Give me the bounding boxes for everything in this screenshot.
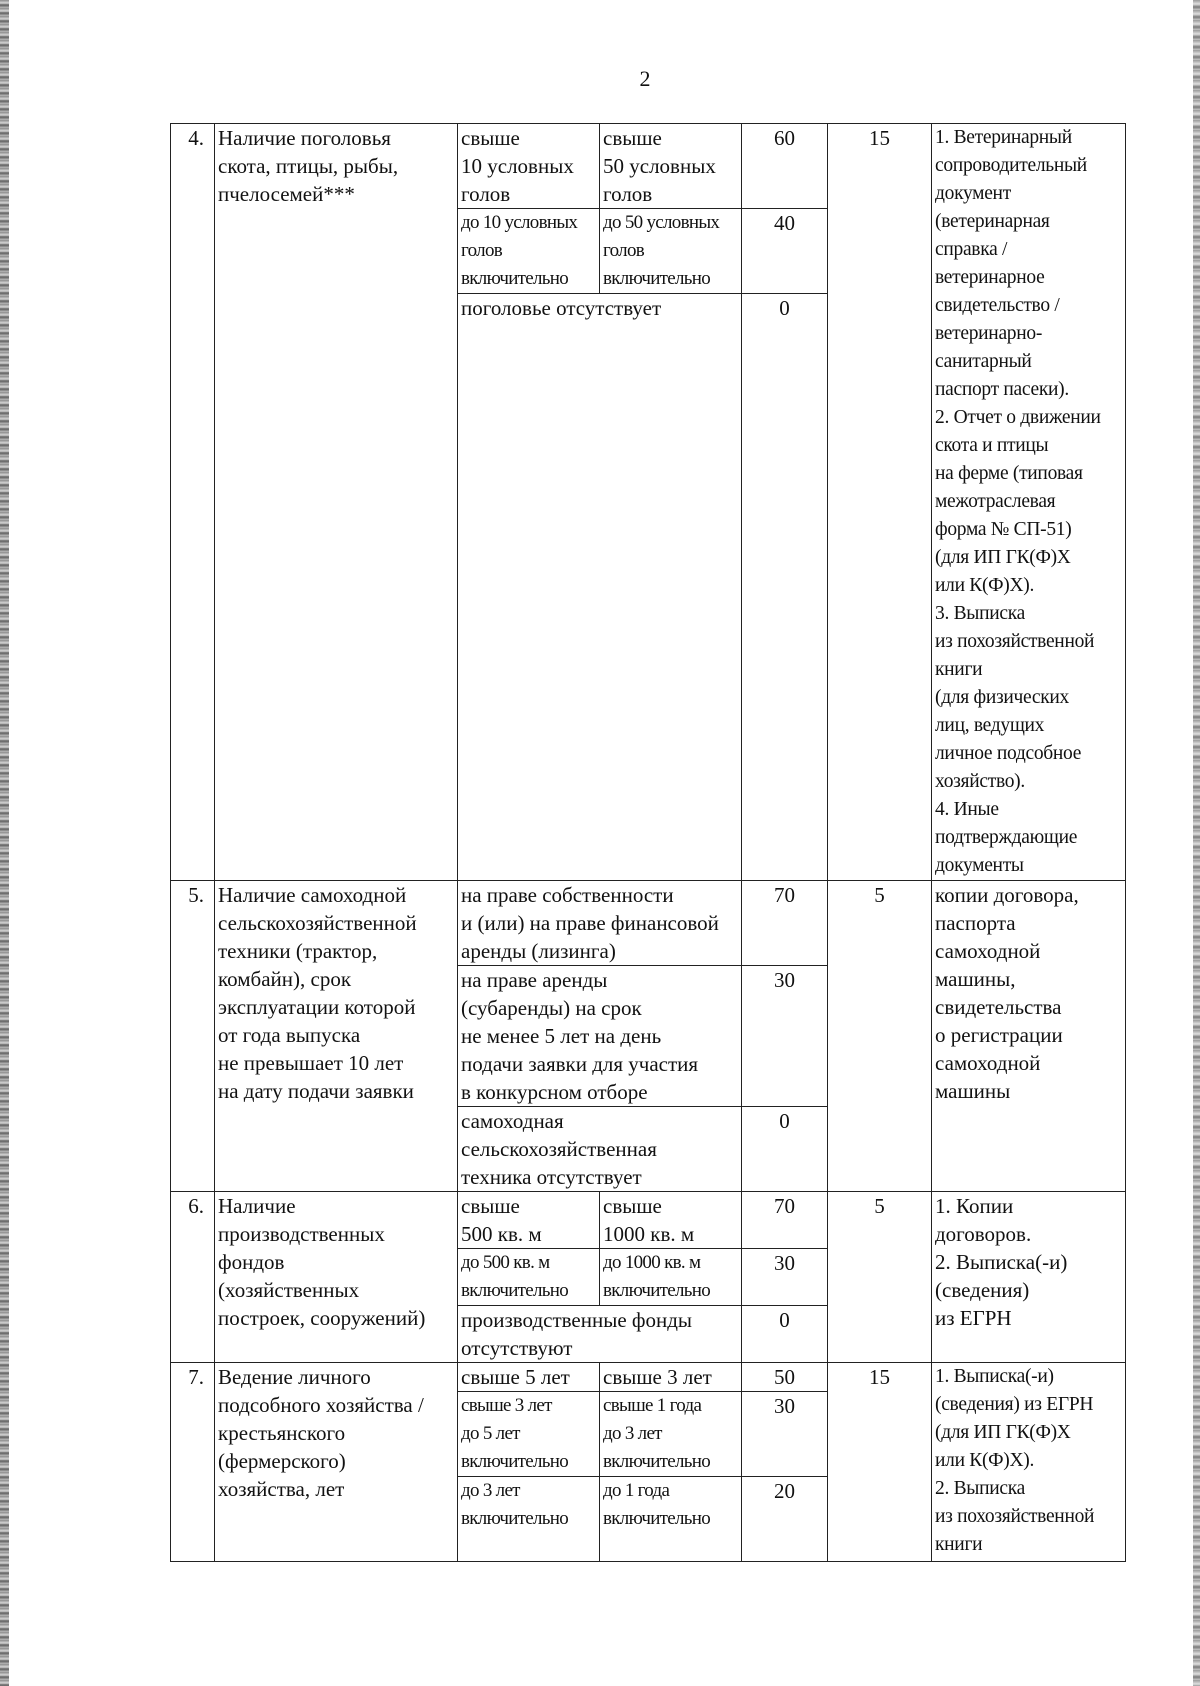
row-number: 4. [171, 124, 215, 881]
criteria-table [170, 123, 1126, 1562]
condition-cell: свыше 1000 кв. м [600, 1192, 742, 1249]
condition-cell: свыше 1 года до 3 лет включительно [600, 1392, 742, 1477]
score-cell: 30 [742, 966, 828, 1107]
condition-cell: свыше 50 условных голов [600, 124, 742, 209]
scan-edge-left [0, 0, 9, 1686]
page-number: 2 [639, 66, 651, 91]
score-cell: 0 [742, 294, 828, 881]
score-cell: 30 [742, 1392, 828, 1477]
condition-cell: на праве собственности и (или) на праве финансовой аренды (лизинга) [458, 881, 742, 966]
condition-cell: до 1 года включительно [600, 1477, 742, 1562]
condition-cell: свыше 500 кв. м [458, 1192, 600, 1249]
score-cell: 70 [742, 1192, 828, 1249]
condition-cell: самоходная сельскохозяйственная техника отсутствует [458, 1107, 742, 1192]
documents-cell: 1. Выписка(-и) (сведения) из ЕГРН (для ИП ГК(Ф)Х или К(Ф)Х). 2. Выписка из похозяйственной книги [932, 1363, 1126, 1562]
row-number: 5. [171, 881, 215, 1192]
condition-cell: свыше 10 условных голов [458, 124, 600, 209]
condition-cell: до 500 кв. м включительно [458, 1249, 600, 1306]
table-row [171, 1192, 1126, 1249]
scan-edge-right [1193, 0, 1200, 1686]
table-row [171, 881, 1126, 966]
score-cell: 0 [742, 1107, 828, 1192]
condition-cell: до 50 условных голов включительно [600, 209, 742, 294]
condition-cell: до 10 условных голов включительно [458, 209, 600, 294]
condition-cell: до 3 лет включительно [458, 1477, 600, 1562]
score-cell: 70 [742, 881, 828, 966]
criterion-cell: Наличие поголовья скота, птицы, рыбы, пчелосемей*** [215, 124, 458, 881]
documents-cell: 1. Копии договоров. 2. Выписка(-и) (сведения) из ЕГРН [932, 1192, 1126, 1363]
score-cell: 0 [742, 1306, 828, 1363]
condition-cell: на праве аренды (субаренды) на срок не менее 5 лет на день подачи заявки для участия в конкурсном отборе [458, 966, 742, 1107]
documents-cell: 1. Ветеринарный сопроводительный документ (ветеринарная справка / ветеринарное свидетельство / ветеринарно- санитарный паспорт пасеки). 2. Отчет о движении скота и птицы на ферме (типовая межотраслевая форма № СП-51) (для ИП ГК(Ф)Х или К(Ф)Х). 3. Выписка из похозяйственной книги (для физических лиц, ведущих личное подсобное хозяйство). 4. Иные подтверждающие документы [932, 124, 1126, 881]
condition-cell: поголовье отсутствует [458, 294, 742, 881]
criterion-cell: Ведение личного подсобного хозяйства / крестьянского (фермерского) хозяйства, лет [215, 1363, 458, 1562]
table-row [171, 124, 1126, 209]
score-cell: 50 [742, 1363, 828, 1392]
table-row [171, 1363, 1126, 1392]
row-number: 6. [171, 1192, 215, 1363]
condition-cell: производственные фонды отсутствуют [458, 1306, 742, 1363]
score-cell: 20 [742, 1477, 828, 1562]
weight-cell: 15 [828, 124, 932, 881]
weight-cell: 5 [828, 1192, 932, 1363]
score-cell: 60 [742, 124, 828, 209]
condition-cell: свыше 5 лет [458, 1363, 600, 1392]
score-cell: 30 [742, 1249, 828, 1306]
condition-cell: до 1000 кв. м включительно [600, 1249, 742, 1306]
condition-cell: свыше 3 лет [600, 1363, 742, 1392]
criterion-cell: Наличие самоходной сельскохозяйственной техники (трактор, комбайн), срок эксплуатации которой от года выпуска не превышает 10 лет на дату подачи заявки [215, 881, 458, 1192]
score-cell: 40 [742, 209, 828, 294]
criterion-cell: Наличие производственных фондов (хозяйственных построек, сооружений) [215, 1192, 458, 1363]
documents-cell: копии договора, паспорта самоходной машины, свидетельства о регистрации самоходной машины [932, 881, 1126, 1192]
condition-cell: свыше 3 лет до 5 лет включительно [458, 1392, 600, 1477]
weight-cell: 5 [828, 881, 932, 1192]
row-number: 7. [171, 1363, 215, 1562]
weight-cell: 15 [828, 1363, 932, 1562]
